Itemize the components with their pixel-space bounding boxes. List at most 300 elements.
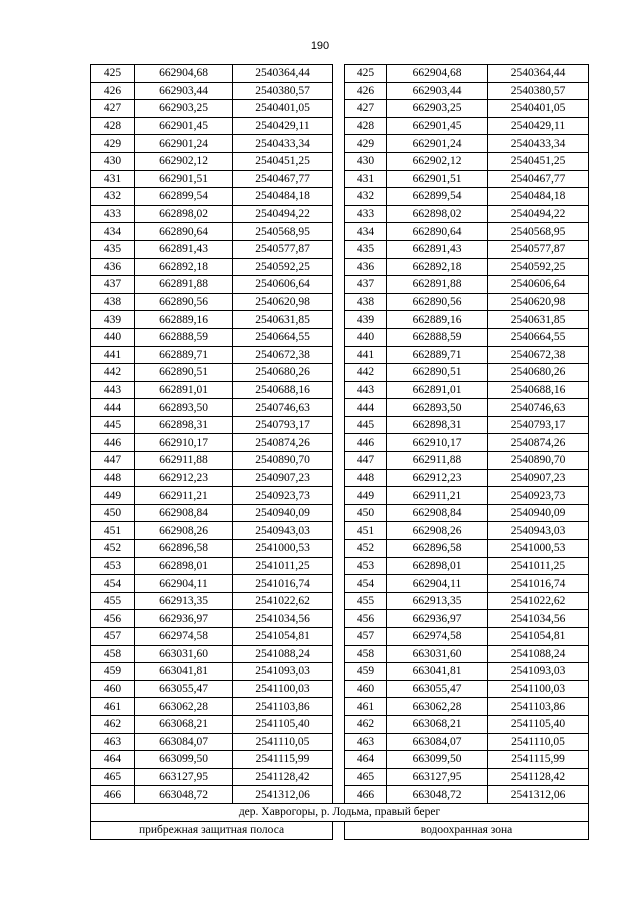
table-row — [91, 381, 589, 399]
left-point-number-cell: 433 — [91, 205, 135, 223]
left-point-number-cell: 463 — [91, 733, 135, 751]
table-row — [91, 592, 589, 610]
right-point-number-cell: 438 — [345, 293, 387, 311]
right-x-coordinate-cell: 662908,84 — [387, 504, 488, 522]
left-y-coordinate-cell: 2540923,73 — [233, 487, 333, 505]
left-point-number-cell: 443 — [91, 381, 135, 399]
right-y-coordinate-cell: 2540433,34 — [488, 135, 589, 153]
right-x-coordinate-cell: 663068,21 — [387, 715, 488, 733]
column-gap — [333, 152, 345, 170]
table-row — [91, 610, 589, 628]
left-point-number-cell: 462 — [91, 715, 135, 733]
right-y-coordinate-cell: 2540484,18 — [488, 188, 589, 206]
left-y-coordinate-cell: 2540680,26 — [233, 364, 333, 382]
right-x-coordinate-cell: 662898,01 — [387, 557, 488, 575]
left-x-coordinate-cell: 662890,51 — [135, 364, 233, 382]
column-gap — [333, 205, 345, 223]
right-x-coordinate-cell: 663041,81 — [387, 663, 488, 681]
left-point-number-cell: 431 — [91, 170, 135, 188]
right-point-number-cell: 446 — [345, 434, 387, 452]
coastal-protective-strip-header: прибрежная защитная полоса — [91, 821, 333, 839]
left-x-coordinate-cell: 662910,17 — [135, 434, 233, 452]
left-x-coordinate-cell: 662912,23 — [135, 469, 233, 487]
right-y-coordinate-cell: 2541088,24 — [488, 645, 589, 663]
right-y-coordinate-cell: 2540907,23 — [488, 469, 589, 487]
left-point-number-cell: 458 — [91, 645, 135, 663]
left-point-number-cell: 429 — [91, 135, 135, 153]
left-point-number-cell: 430 — [91, 152, 135, 170]
left-y-coordinate-cell: 2540364,44 — [233, 65, 333, 83]
left-y-coordinate-cell: 2541128,42 — [233, 768, 333, 786]
right-x-coordinate-cell: 662898,31 — [387, 416, 488, 434]
right-x-coordinate-cell: 662898,02 — [387, 205, 488, 223]
right-y-coordinate-cell: 2540429,11 — [488, 117, 589, 135]
right-point-number-cell: 432 — [345, 188, 387, 206]
table-row — [91, 645, 589, 663]
left-point-number-cell: 440 — [91, 328, 135, 346]
left-point-number-cell: 428 — [91, 117, 135, 135]
column-gap — [333, 786, 345, 804]
column-gap — [333, 768, 345, 786]
column-gap — [333, 240, 345, 258]
right-y-coordinate-cell: 2541022,62 — [488, 592, 589, 610]
right-x-coordinate-cell: 662913,35 — [387, 592, 488, 610]
left-y-coordinate-cell: 2540793,17 — [233, 416, 333, 434]
left-x-coordinate-cell: 663084,07 — [135, 733, 233, 751]
right-x-coordinate-cell: 662904,68 — [387, 65, 488, 83]
left-x-coordinate-cell: 662889,16 — [135, 311, 233, 329]
left-y-coordinate-cell: 2540664,55 — [233, 328, 333, 346]
right-point-number-cell: 436 — [345, 258, 387, 276]
table-row — [91, 469, 589, 487]
left-point-number-cell: 456 — [91, 610, 135, 628]
left-y-coordinate-cell: 2540467,77 — [233, 170, 333, 188]
left-x-coordinate-cell: 662911,88 — [135, 452, 233, 470]
left-y-coordinate-cell: 2540451,25 — [233, 152, 333, 170]
table-row — [91, 540, 589, 558]
left-y-coordinate-cell: 2541105,40 — [233, 715, 333, 733]
column-gap — [333, 381, 345, 399]
column-gap — [333, 557, 345, 575]
column-gap — [333, 592, 345, 610]
right-y-coordinate-cell: 2540672,38 — [488, 346, 589, 364]
table-row — [91, 434, 589, 452]
right-y-coordinate-cell: 2541312,06 — [488, 786, 589, 804]
table-row — [91, 663, 589, 681]
table-row — [91, 346, 589, 364]
right-x-coordinate-cell: 662901,45 — [387, 117, 488, 135]
left-y-coordinate-cell: 2540631,85 — [233, 311, 333, 329]
left-y-coordinate-cell: 2541034,56 — [233, 610, 333, 628]
left-x-coordinate-cell: 662903,44 — [135, 82, 233, 100]
right-x-coordinate-cell: 663099,50 — [387, 751, 488, 769]
left-point-number-cell: 448 — [91, 469, 135, 487]
column-gap — [333, 82, 345, 100]
left-x-coordinate-cell: 662898,02 — [135, 205, 233, 223]
table-row — [91, 416, 589, 434]
left-x-coordinate-cell: 663055,47 — [135, 680, 233, 698]
left-point-number-cell: 454 — [91, 575, 135, 593]
left-y-coordinate-cell: 2541312,06 — [233, 786, 333, 804]
right-point-number-cell: 455 — [345, 592, 387, 610]
left-y-coordinate-cell: 2540606,64 — [233, 276, 333, 294]
left-point-number-cell: 427 — [91, 100, 135, 118]
right-y-coordinate-cell: 2541011,25 — [488, 557, 589, 575]
right-point-number-cell: 430 — [345, 152, 387, 170]
right-point-number-cell: 435 — [345, 240, 387, 258]
left-point-number-cell: 452 — [91, 540, 135, 558]
left-x-coordinate-cell: 662904,68 — [135, 65, 233, 83]
right-y-coordinate-cell: 2541093,03 — [488, 663, 589, 681]
left-y-coordinate-cell: 2540577,87 — [233, 240, 333, 258]
left-point-number-cell: 436 — [91, 258, 135, 276]
column-gap — [333, 223, 345, 241]
table-row — [91, 311, 589, 329]
left-x-coordinate-cell: 662908,26 — [135, 522, 233, 540]
right-y-coordinate-cell: 2540606,64 — [488, 276, 589, 294]
left-y-coordinate-cell: 2540890,70 — [233, 452, 333, 470]
table-row — [91, 487, 589, 505]
right-x-coordinate-cell: 662911,88 — [387, 452, 488, 470]
left-point-number-cell: 441 — [91, 346, 135, 364]
right-point-number-cell: 429 — [345, 135, 387, 153]
left-y-coordinate-cell: 2540433,34 — [233, 135, 333, 153]
right-x-coordinate-cell: 662936,97 — [387, 610, 488, 628]
column-gap — [333, 328, 345, 346]
table-row — [91, 82, 589, 100]
right-x-coordinate-cell: 662904,11 — [387, 575, 488, 593]
right-x-coordinate-cell: 662888,59 — [387, 328, 488, 346]
right-point-number-cell: 465 — [345, 768, 387, 786]
table-row — [91, 135, 589, 153]
left-point-number-cell: 450 — [91, 504, 135, 522]
right-x-coordinate-cell: 662892,18 — [387, 258, 488, 276]
column-gap — [333, 522, 345, 540]
left-y-coordinate-cell: 2540484,18 — [233, 188, 333, 206]
left-point-number-cell: 457 — [91, 628, 135, 646]
left-y-coordinate-cell: 2541054,81 — [233, 628, 333, 646]
right-x-coordinate-cell: 662901,24 — [387, 135, 488, 153]
left-point-number-cell: 438 — [91, 293, 135, 311]
left-point-number-cell: 446 — [91, 434, 135, 452]
right-point-number-cell: 428 — [345, 117, 387, 135]
column-gap — [333, 65, 345, 83]
table-row — [91, 680, 589, 698]
left-x-coordinate-cell: 662898,31 — [135, 416, 233, 434]
right-x-coordinate-cell: 663048,72 — [387, 786, 488, 804]
right-x-coordinate-cell: 662889,71 — [387, 346, 488, 364]
right-x-coordinate-cell: 662891,88 — [387, 276, 488, 294]
left-point-number-cell: 465 — [91, 768, 135, 786]
right-y-coordinate-cell: 2540746,63 — [488, 399, 589, 417]
table-row — [91, 628, 589, 646]
left-point-number-cell: 426 — [91, 82, 135, 100]
table-row — [91, 364, 589, 382]
left-point-number-cell: 466 — [91, 786, 135, 804]
column-gap — [333, 188, 345, 206]
left-y-coordinate-cell: 2540940,09 — [233, 504, 333, 522]
table-row — [91, 399, 589, 417]
table-row — [91, 575, 589, 593]
table-row — [91, 100, 589, 118]
left-y-coordinate-cell: 2541100,03 — [233, 680, 333, 698]
right-point-number-cell: 441 — [345, 346, 387, 364]
right-x-coordinate-cell: 662891,01 — [387, 381, 488, 399]
column-gap — [333, 276, 345, 294]
left-x-coordinate-cell: 663062,28 — [135, 698, 233, 716]
right-x-coordinate-cell: 662889,16 — [387, 311, 488, 329]
coordinates-table — [90, 64, 589, 840]
right-x-coordinate-cell: 662903,44 — [387, 82, 488, 100]
table-row — [91, 170, 589, 188]
right-x-coordinate-cell: 662899,54 — [387, 188, 488, 206]
right-y-coordinate-cell: 2540940,09 — [488, 504, 589, 522]
left-y-coordinate-cell: 2540907,23 — [233, 469, 333, 487]
right-x-coordinate-cell: 662908,26 — [387, 522, 488, 540]
column-gap — [333, 663, 345, 681]
water-protection-zone-header: водоохранная зона — [345, 821, 589, 839]
right-y-coordinate-cell: 2541054,81 — [488, 628, 589, 646]
right-point-number-cell: 452 — [345, 540, 387, 558]
right-point-number-cell: 442 — [345, 364, 387, 382]
column-gap — [333, 416, 345, 434]
right-point-number-cell: 449 — [345, 487, 387, 505]
table-row — [91, 522, 589, 540]
right-x-coordinate-cell: 662911,21 — [387, 487, 488, 505]
left-y-coordinate-cell: 2541016,74 — [233, 575, 333, 593]
left-point-number-cell: 447 — [91, 452, 135, 470]
table-row — [91, 751, 589, 769]
left-x-coordinate-cell: 662901,24 — [135, 135, 233, 153]
right-x-coordinate-cell: 663127,95 — [387, 768, 488, 786]
left-y-coordinate-cell: 2540874,26 — [233, 434, 333, 452]
column-gap — [333, 751, 345, 769]
right-y-coordinate-cell: 2540577,87 — [488, 240, 589, 258]
left-y-coordinate-cell: 2540568,95 — [233, 223, 333, 241]
left-y-coordinate-cell: 2541103,86 — [233, 698, 333, 716]
left-x-coordinate-cell: 662898,01 — [135, 557, 233, 575]
left-y-coordinate-cell: 2541000,53 — [233, 540, 333, 558]
left-y-coordinate-cell: 2541022,62 — [233, 592, 333, 610]
left-y-coordinate-cell: 2541093,03 — [233, 663, 333, 681]
table-row — [91, 152, 589, 170]
left-x-coordinate-cell: 662911,21 — [135, 487, 233, 505]
left-point-number-cell: 425 — [91, 65, 135, 83]
right-y-coordinate-cell: 2541100,03 — [488, 680, 589, 698]
right-y-coordinate-cell: 2541105,40 — [488, 715, 589, 733]
left-x-coordinate-cell: 662892,18 — [135, 258, 233, 276]
left-point-number-cell: 453 — [91, 557, 135, 575]
right-y-coordinate-cell: 2540874,26 — [488, 434, 589, 452]
table-row — [91, 504, 589, 522]
left-point-number-cell: 435 — [91, 240, 135, 258]
right-point-number-cell: 443 — [345, 381, 387, 399]
left-point-number-cell: 451 — [91, 522, 135, 540]
column-gap — [333, 698, 345, 716]
left-y-coordinate-cell: 2540592,25 — [233, 258, 333, 276]
right-point-number-cell: 447 — [345, 452, 387, 470]
right-y-coordinate-cell: 2541016,74 — [488, 575, 589, 593]
column-gap — [333, 434, 345, 452]
left-x-coordinate-cell: 662936,97 — [135, 610, 233, 628]
right-point-number-cell: 458 — [345, 645, 387, 663]
left-point-number-cell: 437 — [91, 276, 135, 294]
table-row — [91, 328, 589, 346]
left-point-number-cell: 459 — [91, 663, 135, 681]
right-x-coordinate-cell: 662912,23 — [387, 469, 488, 487]
right-x-coordinate-cell: 662974,58 — [387, 628, 488, 646]
left-point-number-cell: 444 — [91, 399, 135, 417]
right-y-coordinate-cell: 2540688,16 — [488, 381, 589, 399]
right-y-coordinate-cell: 2541103,86 — [488, 698, 589, 716]
right-x-coordinate-cell: 662910,17 — [387, 434, 488, 452]
left-x-coordinate-cell: 662901,45 — [135, 117, 233, 135]
column-gap — [333, 117, 345, 135]
right-y-coordinate-cell: 2540664,55 — [488, 328, 589, 346]
zone-subheader-row — [91, 821, 589, 839]
right-y-coordinate-cell: 2540568,95 — [488, 223, 589, 241]
right-y-coordinate-cell: 2540364,44 — [488, 65, 589, 83]
left-point-number-cell: 461 — [91, 698, 135, 716]
right-point-number-cell: 434 — [345, 223, 387, 241]
column-gap — [333, 821, 345, 839]
right-y-coordinate-cell: 2540793,17 — [488, 416, 589, 434]
right-point-number-cell: 459 — [345, 663, 387, 681]
left-x-coordinate-cell: 662891,88 — [135, 276, 233, 294]
column-gap — [333, 100, 345, 118]
left-y-coordinate-cell: 2540380,57 — [233, 82, 333, 100]
column-gap — [333, 135, 345, 153]
left-x-coordinate-cell: 662974,58 — [135, 628, 233, 646]
left-point-number-cell: 455 — [91, 592, 135, 610]
table-row — [91, 223, 589, 241]
right-x-coordinate-cell: 663084,07 — [387, 733, 488, 751]
right-point-number-cell: 456 — [345, 610, 387, 628]
right-y-coordinate-cell: 2540680,26 — [488, 364, 589, 382]
table-row — [91, 188, 589, 206]
left-point-number-cell: 464 — [91, 751, 135, 769]
left-x-coordinate-cell: 662904,11 — [135, 575, 233, 593]
column-gap — [333, 364, 345, 382]
right-y-coordinate-cell: 2540943,03 — [488, 522, 589, 540]
right-y-coordinate-cell: 2540467,77 — [488, 170, 589, 188]
right-x-coordinate-cell: 662901,51 — [387, 170, 488, 188]
left-point-number-cell: 460 — [91, 680, 135, 698]
left-y-coordinate-cell: 2540943,03 — [233, 522, 333, 540]
left-x-coordinate-cell: 662902,12 — [135, 152, 233, 170]
left-x-coordinate-cell: 663031,60 — [135, 645, 233, 663]
page-number: 190 — [310, 40, 330, 52]
left-x-coordinate-cell: 662899,54 — [135, 188, 233, 206]
right-y-coordinate-cell: 2540494,22 — [488, 205, 589, 223]
left-x-coordinate-cell: 662889,71 — [135, 346, 233, 364]
right-y-coordinate-cell: 2541110,05 — [488, 733, 589, 751]
column-gap — [333, 452, 345, 470]
coordinates-table-container — [90, 64, 588, 840]
left-y-coordinate-cell: 2540672,38 — [233, 346, 333, 364]
right-x-coordinate-cell: 662890,51 — [387, 364, 488, 382]
left-y-coordinate-cell: 2540401,05 — [233, 100, 333, 118]
right-y-coordinate-cell: 2540592,25 — [488, 258, 589, 276]
right-point-number-cell: 461 — [345, 698, 387, 716]
right-y-coordinate-cell: 2540451,25 — [488, 152, 589, 170]
table-row — [91, 557, 589, 575]
table-row — [91, 65, 589, 83]
left-x-coordinate-cell: 662890,56 — [135, 293, 233, 311]
right-point-number-cell: 445 — [345, 416, 387, 434]
right-x-coordinate-cell: 662896,58 — [387, 540, 488, 558]
right-x-coordinate-cell: 662903,25 — [387, 100, 488, 118]
table-row — [91, 293, 589, 311]
table-row — [91, 786, 589, 804]
column-gap — [333, 487, 345, 505]
left-y-coordinate-cell: 2540688,16 — [233, 381, 333, 399]
right-point-number-cell: 437 — [345, 276, 387, 294]
right-point-number-cell: 460 — [345, 680, 387, 698]
right-y-coordinate-cell: 2541000,53 — [488, 540, 589, 558]
column-gap — [333, 469, 345, 487]
column-gap — [333, 628, 345, 646]
right-x-coordinate-cell: 662890,64 — [387, 223, 488, 241]
right-x-coordinate-cell: 662891,43 — [387, 240, 488, 258]
right-y-coordinate-cell: 2541034,56 — [488, 610, 589, 628]
table-row — [91, 715, 589, 733]
column-gap — [333, 258, 345, 276]
table-row — [91, 117, 589, 135]
left-x-coordinate-cell: 662888,59 — [135, 328, 233, 346]
table-row — [91, 452, 589, 470]
left-x-coordinate-cell: 663068,21 — [135, 715, 233, 733]
left-x-coordinate-cell: 662908,84 — [135, 504, 233, 522]
left-x-coordinate-cell: 663048,72 — [135, 786, 233, 804]
right-y-coordinate-cell: 2540620,98 — [488, 293, 589, 311]
right-x-coordinate-cell: 663055,47 — [387, 680, 488, 698]
left-point-number-cell: 449 — [91, 487, 135, 505]
right-y-coordinate-cell: 2541128,42 — [488, 768, 589, 786]
left-x-coordinate-cell: 663099,50 — [135, 751, 233, 769]
right-point-number-cell: 426 — [345, 82, 387, 100]
left-x-coordinate-cell: 662896,58 — [135, 540, 233, 558]
left-point-number-cell: 442 — [91, 364, 135, 382]
right-x-coordinate-cell: 662902,12 — [387, 152, 488, 170]
section-caption: дер. Хаврогоры, р. Лодьма, правый берег — [91, 803, 589, 821]
left-y-coordinate-cell: 2541011,25 — [233, 557, 333, 575]
right-point-number-cell: 464 — [345, 751, 387, 769]
table-row — [91, 698, 589, 716]
column-gap — [333, 293, 345, 311]
table-row — [91, 733, 589, 751]
left-x-coordinate-cell: 662890,64 — [135, 223, 233, 241]
right-point-number-cell: 453 — [345, 557, 387, 575]
right-point-number-cell: 439 — [345, 311, 387, 329]
left-y-coordinate-cell: 2540494,22 — [233, 205, 333, 223]
right-point-number-cell: 433 — [345, 205, 387, 223]
right-point-number-cell: 451 — [345, 522, 387, 540]
table-row — [91, 258, 589, 276]
column-gap — [333, 170, 345, 188]
column-gap — [333, 346, 345, 364]
right-y-coordinate-cell: 2540401,05 — [488, 100, 589, 118]
right-y-coordinate-cell: 2540380,57 — [488, 82, 589, 100]
right-x-coordinate-cell: 662893,50 — [387, 399, 488, 417]
right-point-number-cell: 425 — [345, 65, 387, 83]
right-point-number-cell: 427 — [345, 100, 387, 118]
left-point-number-cell: 439 — [91, 311, 135, 329]
left-y-coordinate-cell: 2540620,98 — [233, 293, 333, 311]
right-x-coordinate-cell: 663062,28 — [387, 698, 488, 716]
column-gap — [333, 645, 345, 663]
left-y-coordinate-cell: 2541088,24 — [233, 645, 333, 663]
